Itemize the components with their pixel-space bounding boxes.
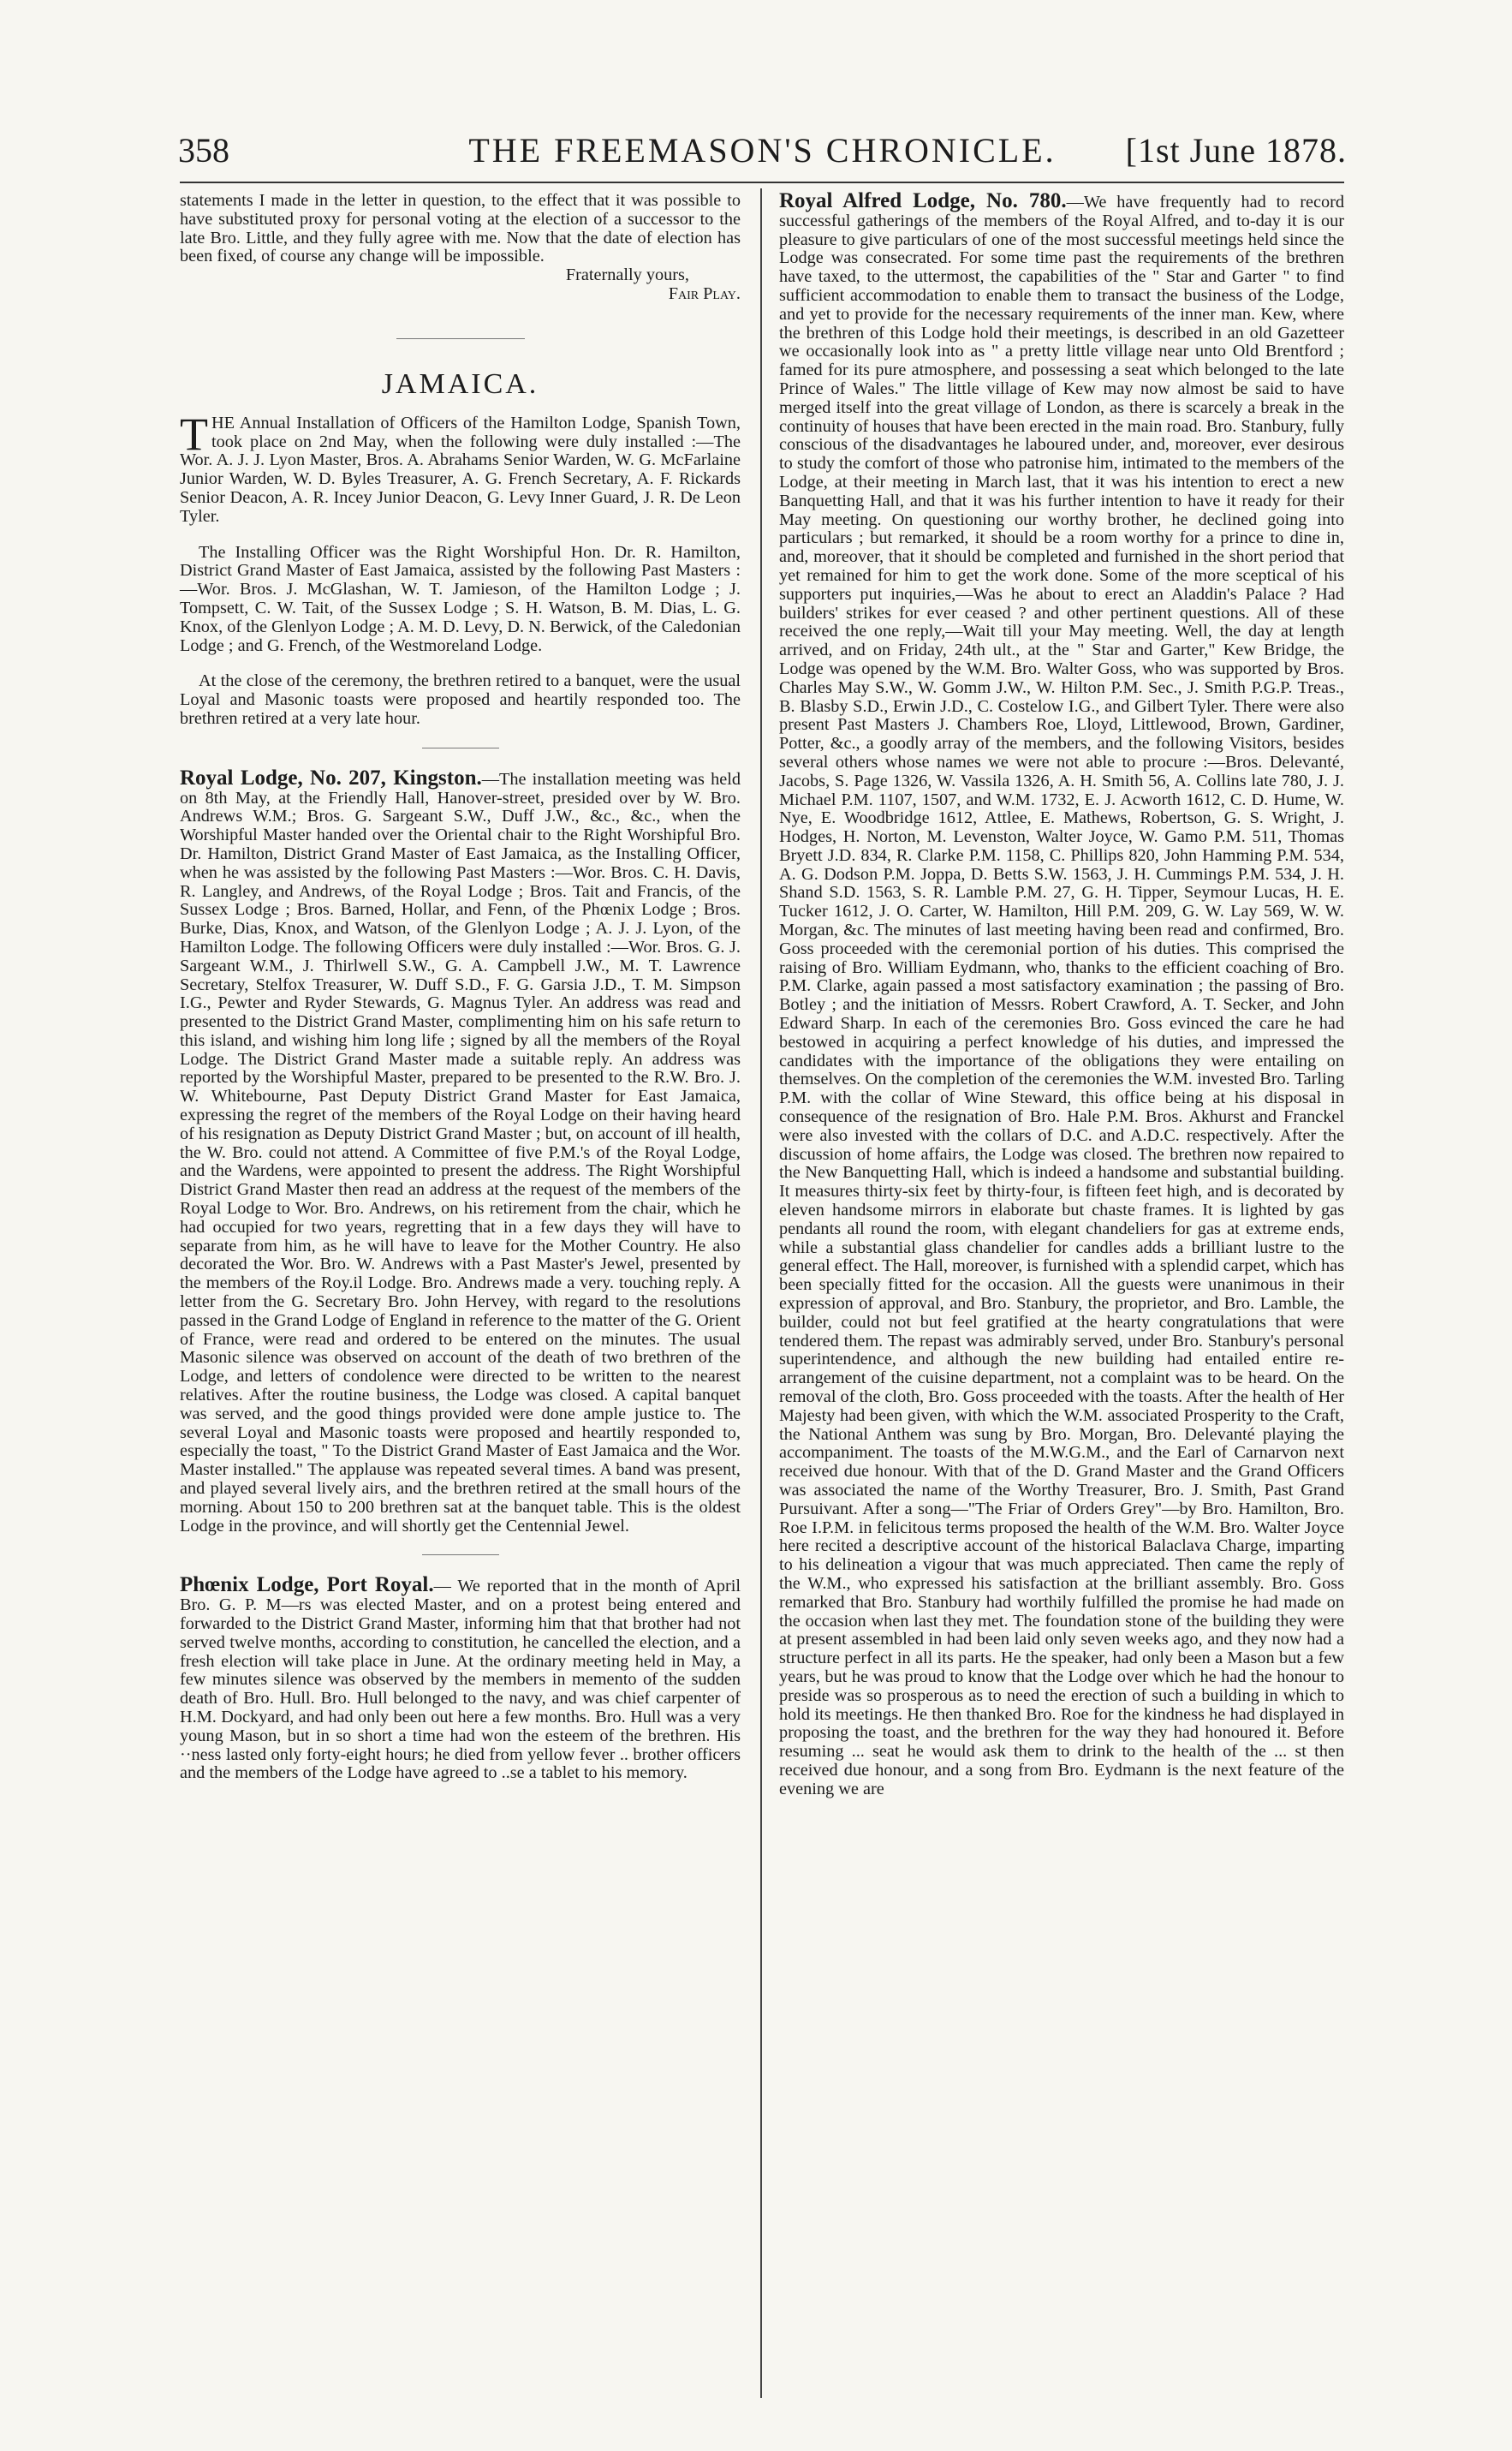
drop-cap: T — [180, 408, 208, 460]
section-divider — [396, 338, 525, 339]
column-divider — [760, 188, 762, 2398]
letter-signature: Fair Play. — [668, 283, 741, 303]
masthead: THE FREEMASON'S CHRONICLE. — [468, 131, 1057, 170]
jamaica-paragraph-1-text: HE Annual Installation of Officers of the Hamilton Lodge, Spanish Town, took place on 2nd May, when the following were duly installed :—The Wor. A. J. J. Lyon Master, Bros. A. Abrahams Senior Warden, W. G. McFarlaine Junior Warden, W. D. Byles Treasurer, A. G. French Secretary, A. F. Rickards Senior Deacon, A. R. Incey Junior Deacon, G. Levy Inner Guard, J. R. De Leon Tyler. — [180, 413, 741, 526]
page-header — [178, 127, 1347, 175]
royal-alfred-article — [779, 189, 1344, 1799]
phoenix-lodge-article — [180, 1573, 741, 1783]
royal-alfred-heading: Royal Alfred Lodge, No. 780. — [779, 189, 1067, 212]
jamaica-paragraph-3: At the close of the ceremony, the brethren retired to a banquet, were the usual Loyal and Masonic toasts were proposed and heartily responded too. The brethren retired at a very late hour. — [180, 671, 741, 728]
phoenix-lodge-heading: Phœnix Lodge, Port Royal. — [180, 1573, 434, 1597]
page-number: 358 — [178, 131, 229, 170]
letter-continuation: statements I made in the letter in question, to the effect that it was possible to have substituted proxy for personal voting at the election of a successor to the late Bro. Little, and they fully agree with me. Now that the date of election has been fixed, of course any change will be impossible. — [180, 191, 741, 266]
left-column — [180, 192, 741, 1783]
jamaica-paragraph-2: The Installing Officer was the Right Worshipful Hon. Dr. R. Hamilton, District Grand Master of East Jamaica, assisted by the following Past Masters :—Wor. Bros. J. McGlashan, W. T. Jamieson, of the Hamilton Lodge ; J. Tompsett, C. W. Tait, of the Sussex Lodge ; S. H. Watson, B. M. Dias, L. G. Knox, of the Glenlyon Lodge ; A. M. D. Levy, D. N. Berwick, of the Caledonian Lodge ; and G. French, of the Westmoreland Lodge. — [180, 542, 741, 655]
issue-date: [1st June 1878. — [1125, 131, 1347, 170]
letter-signoff: Fraternally yours, — [565, 265, 689, 285]
royal-lodge-body: —The installation meeting was held on 8th May, at the Friendly Hall, Hanover-street, presided over by W. Bro. Andrews W.M.; Bros. G. Sargeant S.W., Duff J.W., &c., &c., when the Worshipful Master handed over the Oriental chair to the Right Worshipful Bro. Dr. Hamilton, District Grand Master of East Jamaica, as the Installing Officer, when he was assisted by the following Past Masters :—Wor. Bros. C. H. Davis, R. Langley, and Andrews, of the Royal Lodge ; Bros. Tait and Francis, of the Sussex Lodge ; Bros. Barned, Hollar, and Fenn, of the Phœnix Lodge ; Bros. Burke, Dias, Knox, and Watson, of the Glenlyon Lodge ; A. J. J. Lyon, of the Hamilton Lodge. The following Officers were duly installed :—Wor. Bros. G. J. Sargeant W.M., J. Thirlwell S.W., G. A. Campbell J.W., M. T. Lawrence Secretary, Stelfox Treasurer, W. Duff S.D., F. G. Garsia J.D., T. M. Simpson I.G., Pewter and Ryder Stewards, G. Magnus Tyler. An address was read and presented to the District Grand Master, complimenting him on his safe return to this island, and wishing him long life ; signed by all the members of the Royal Lodge. The District Grand Master made a suitable reply. An address was reported by the Worshipful Master, prepared to be presented to the R.W. Bro. J. W. Whitebourne, Past Deputy District Grand Master for East Jamaica, expressing the regret of the members of the Royal Lodge on their having heard of his resignation as Deputy District Grand Master ; but, on account of ill health, the W. Bro. could not attend. A Committee of five P.M.'s of the Royal Lodge, and the Wardens, were appointed to present the address. The Right Worshipful District Grand Master then read an address at the request of the members of the Royal Lodge to Wor. Bro. Andrews, on his retirement from the chair, which he had occupied for two years, regretting that in a few days they will have to separate from him, as he will have to leave for the Mother Country. He also decorated the Wor. Bro. W. Andrews with a Past Master's Jewel, presented by the members of the Roy.il Lodge. Bro. Andrews made a very. touching reply. A letter from the G. Secretary Bro. John Hervey, with regard to the resolutions passed in the Grand Lodge of England in reference to the matter of the G. Orient of France, were read and ordered to be entered on the minutes. The usual Masonic silence was observed on account of the death of two brethren of the Lodge, and letters of condolence were directed to be written to the nearest relatives. After the routine business, the Lodge was closed. A capital banquet was served, and the good things provided were done ample justice to. The several Loyal and Masonic toasts were proposed and heartily responded to, especially the toast, " To the District Grand Master of East Jamaica and the Wor. Master installed." The applause was repeated several times. A band was present, and played several lively airs, and the brethren retired at the small hours of the morning. About 150 to 200 brethren sat at the banquet table. This is the oldest Lodge in the province, and will shortly get the Centennial Jewel. — [180, 769, 741, 1536]
royal-alfred-body: —We have frequently had to record successful gatherings of the members of the Royal Alfred, and to-day it is our pleasure to give particulars of one of the most successful meetings held since the Lodge was consecrated. For some time past the requirements of the brethren have taxed, to the uttermost, the capabilities of the " Star and Garter " to find sufficient accommodation to enable them to transact the business of the Lodge, and yet to provide for the necessary requirements of the inner man. Kew, where the brethren of this Lodge hold their meetings, is described in an old Gazetteer we occasionally look into as " a pretty little village near unto Old Brentford ; famed for its pure atmosphere, and possessing a seat which belonged to the late Prince of Wales." The little village of Kew may now almost be said to have merged itself into the great village of London, as there is scarcely a break in the continuity of houses that have been erected in the main road. Bro. Stanbury, fully conscious of the disadvantages he laboured under, and, moreover, ever desirous to study the comfort of those who patronise him, intimated to the members of the Lodge, at their meeting in March last, that it was his intention to erect a new Banquetting Hall, and that it was his further intention to have it ready for their May meeting. On questioning our worthy brother, he declined going into particulars ; but remarked, it should be a room worthy for a prince to dine in, and, moreover, that it should be completed and furnished in the short period that yet remained for him to get the work done. Some of the more sceptical of his supporters put inquiries,—Was he about to erect an Aladdin's Palace ? Had builders' strikes for ever ceased ? and other pertinent questions. All of these received the one reply,—Wait till your May meeting. Well, the day at length arrived, and on Friday, 24th ult., at the " Star and Garter," Kew Bridge, the Lodge was opened by the W.M. Bro. Walter Goss, who was supported by Bros. Charles May S.W., W. Gomm J.W., W. Hilton P.M. Sec., J. Smith P.G.P. Treas., B. Blasby S.D., Erwin J.D., C. Costelow I.G., and Gilbert Tyler. There were also present Past Masters J. Chambers Roe, Lloyd, Littlewood, Brown, Gardiner, Potter, &c., a goodly array of the members, and the following Visitors, besides several others whose names we were not able to procure :—Bros. Delevanté, Jacobs, S. Page 1326, W. Vassila 1326, A. H. Smith 56, A. Collins late 780, J. J. Michael P.M. 1107, 1507, and W.M. 1732, E. J. Acworth 1612, C. D. Hume, W. Nye, E. Woodbridge 1612, Attlee, E. Mathews, Robertson, G. S. Wright, J. Hodges, H. Norton, M. Levenston, Walter Joyce, W. Gamo P.M. 511, Thomas Bryett J.D. 834, R. Clarke P.M. 1158, C. Phillips 820, John Hamming P.M. 534, A. G. Dodson P.M. Joppa, D. Betts S.W. 1563, J. H. Cummings P.M. 534, J. H. Shand S.D. 1563, S. R. Lamble P.M. 27, G. H. Tipper, Seymour Lucas, H. E. Tucker 1612, J. O. Carter, W. Hamilton, Hill P.M. 209, G. W. Lay 569, W. W. Morgan, &c. The minutes of last meeting having been read and confirmed, Bro. Goss proceeded with the ceremonial portion of his duties. This comprised the raising of Bro. William Eydmann, who, thanks to the efficient coaching of Bro. P.M. Clarke, again passed a most satisfactory examination ; the passing of Bro. Botley ; and the initiation of Messrs. Robert Crawford, A. T. Secker, and John Edward Sharp. In each of the ceremonies Bro. Goss evinced the care he had bestowed in acquiring a perfect knowledge of his duties, and impressed the candidates with the importance of the obligations they were entailing on themselves. On the completion of the ceremonies the W.M. invested Bro. Tarling P.M. with the collar of Wine Steward, this office being at his disposal in consequence of the resignation of Bro. Hale P.M. Bros. Akhurst and Franckel were also invested with the collars of D.C. and A.D.C. respectively. After the discussion of home affairs, the Lodge was closed. The brethren now repaired to the New Banquetting Hall, which is indeed a handsome and substantial building. It measures thirty-six feet by thirty-four, is fifteen feet high, and is decorated by eleven handsome mirrors in elaborate but chaste frames. It is lighted by gas pendants all round the room, with elegant chandeliers for gas at extreme ends, while a substantial glass chandelier for candles adds a brilliant lustre to the general effect. The Hall, moreover, is furnished with a splendid carpet, which has been specially fitted for the occasion. All the guests were unanimous in their expression of approval, and Bro. Stanbury, the proprietor, and Bro. Lamble, the builder, could not but feel gratified at the hearty congratulations that were tendered them. The repast was admirably served, under Bro. Stanbury's personal superintendence, and although the new building had entailed entire re-arrangement of the cuisine department, not a complaint was to be heard. On the removal of the cloth, Bro. Goss proceeded with the toasts. After the health of Her Majesty had been given, with which the W.M. associated Prosperity to the Craft, the National Anthem was sung by Bro. Morgan, Bro. Delevanté playing the accompaniment. The toasts of the M.W.G.M., and the Earl of Carnarvon next received due honour. With that of the D. Grand Master and the Grand Officers was associated the name of the Worthy Treasurer, Bro. J. Smith, Past Grand Pursuivant. After a song—"The Friar of Orders Grey"—by Bro. Hamilton, Bro. Roe I.P.M. in felicitous terms proposed the health of the W.M. Bro. Walter Joyce here recited a descriptive account of the historical Balaclava Charge, imparting to his delineation a vigour that was much appreciated. Then came the reply of the W.M., who expressed his satisfaction at the brilliant assembly. Bro. Goss remarked that Bro. Stanbury had worthily fulfilled the promise he had made on the occasion when last they met. The foundation stone of the building they were at present assembled in had been laid only seven weeks ago, and they now had a structure perfect in all its parts. He the speaker, had only been a Mason but a few years, but he was proud to know that the Lodge over which he had the honour to preside was so prosperous as to need the erection of such a building in which to hold its meetings. He then thanked Bro. Roe for the kindness he had displayed in proposing the toast, and the brethren for the way they had honoured it. Before resuming ... seat he would ask them to drink to the health of the ... st then received due honour, and a song from Bro. Eydmann is the next feature of the evening we are — [779, 193, 1344, 1798]
header-rule — [180, 182, 1344, 183]
jamaica-title: JAMAICA. — [381, 367, 539, 400]
section-rule — [422, 1554, 499, 1555]
phoenix-lodge-body: — We reported that in the month of April Bro. G. P. M—rs was elected Master, and on a protest being entered and forwarded to the District Grand Master, informing him that that brother had not served twelve months, according to constitution, he cancelled the election, and a fresh election will take place in June. At the ordinary meeting held in May, a few minutes silence was observed by the members in memento of the sudden death of Bro. Hull. Bro. Hull belonged to the navy, and was chief carpenter of H.M. Dockyard, and had only been out here a few months. Bro. Hull was a very young Mason, but in so short a time had won the esteem of the brethren. His ··ness lasted only forty-eight hours; he died from yellow fever .. brother officers and the members of the Lodge have agreed to ..se a tablet to his memory. — [180, 1577, 741, 1783]
right-column — [779, 189, 1344, 1799]
jamaica-paragraph-1 — [180, 408, 741, 527]
royal-lodge-heading: Royal Lodge, No. 207, Kingston. — [180, 766, 482, 790]
royal-lodge-article — [180, 766, 741, 1536]
